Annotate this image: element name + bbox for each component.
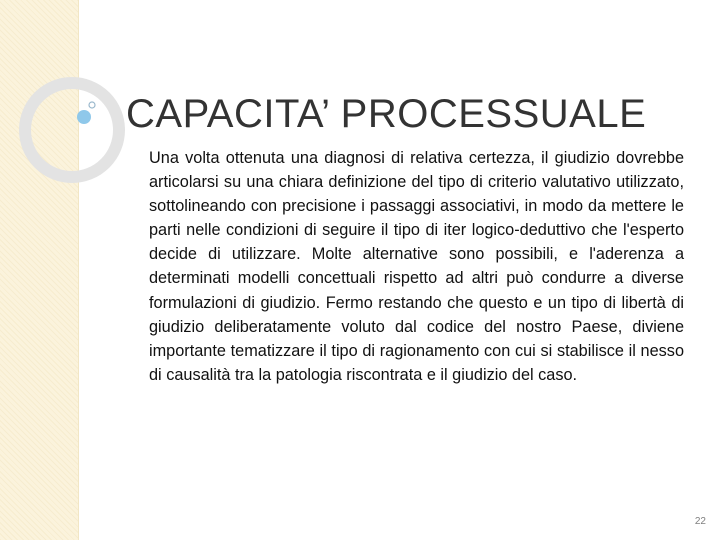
decorative-circles [0, 70, 160, 210]
page-number: 22 [694, 516, 706, 527]
decorative-small-circle [89, 102, 95, 108]
slide-title: CAPACITA’ PROCESSUALE [126, 92, 647, 136]
body-paragraph: Una volta ottenuta una diagnosi di relativa certezza, il giudizio dovrebbe articolarsi su una chiara definizione del tipo di criterio valutativo utilizzato, sottolineando con precisione i passaggi associativi, in modo da mettere le parti nelle condizioni di seguire il tipo di iter logico-deduttivo che l'esperto decide di utilizzare. Molte alternative sono possibili, e l'aderenza a determinati modelli concettuali rispetto ad altri può condurre a diverse formulazioni di giudizio. Fermo restando che questo e un tipo di libertà di giudizio deliberatamente voluto dal codice del nostro Paese, diviene importante tematizzare il tipo di ragionamento con cui si stabilisce il nesso di causalità tra la patologia riscontrata e il giudizio del caso. [149, 149, 684, 384]
decorative-ring [25, 83, 119, 177]
decorative-blue-dot [77, 110, 91, 124]
